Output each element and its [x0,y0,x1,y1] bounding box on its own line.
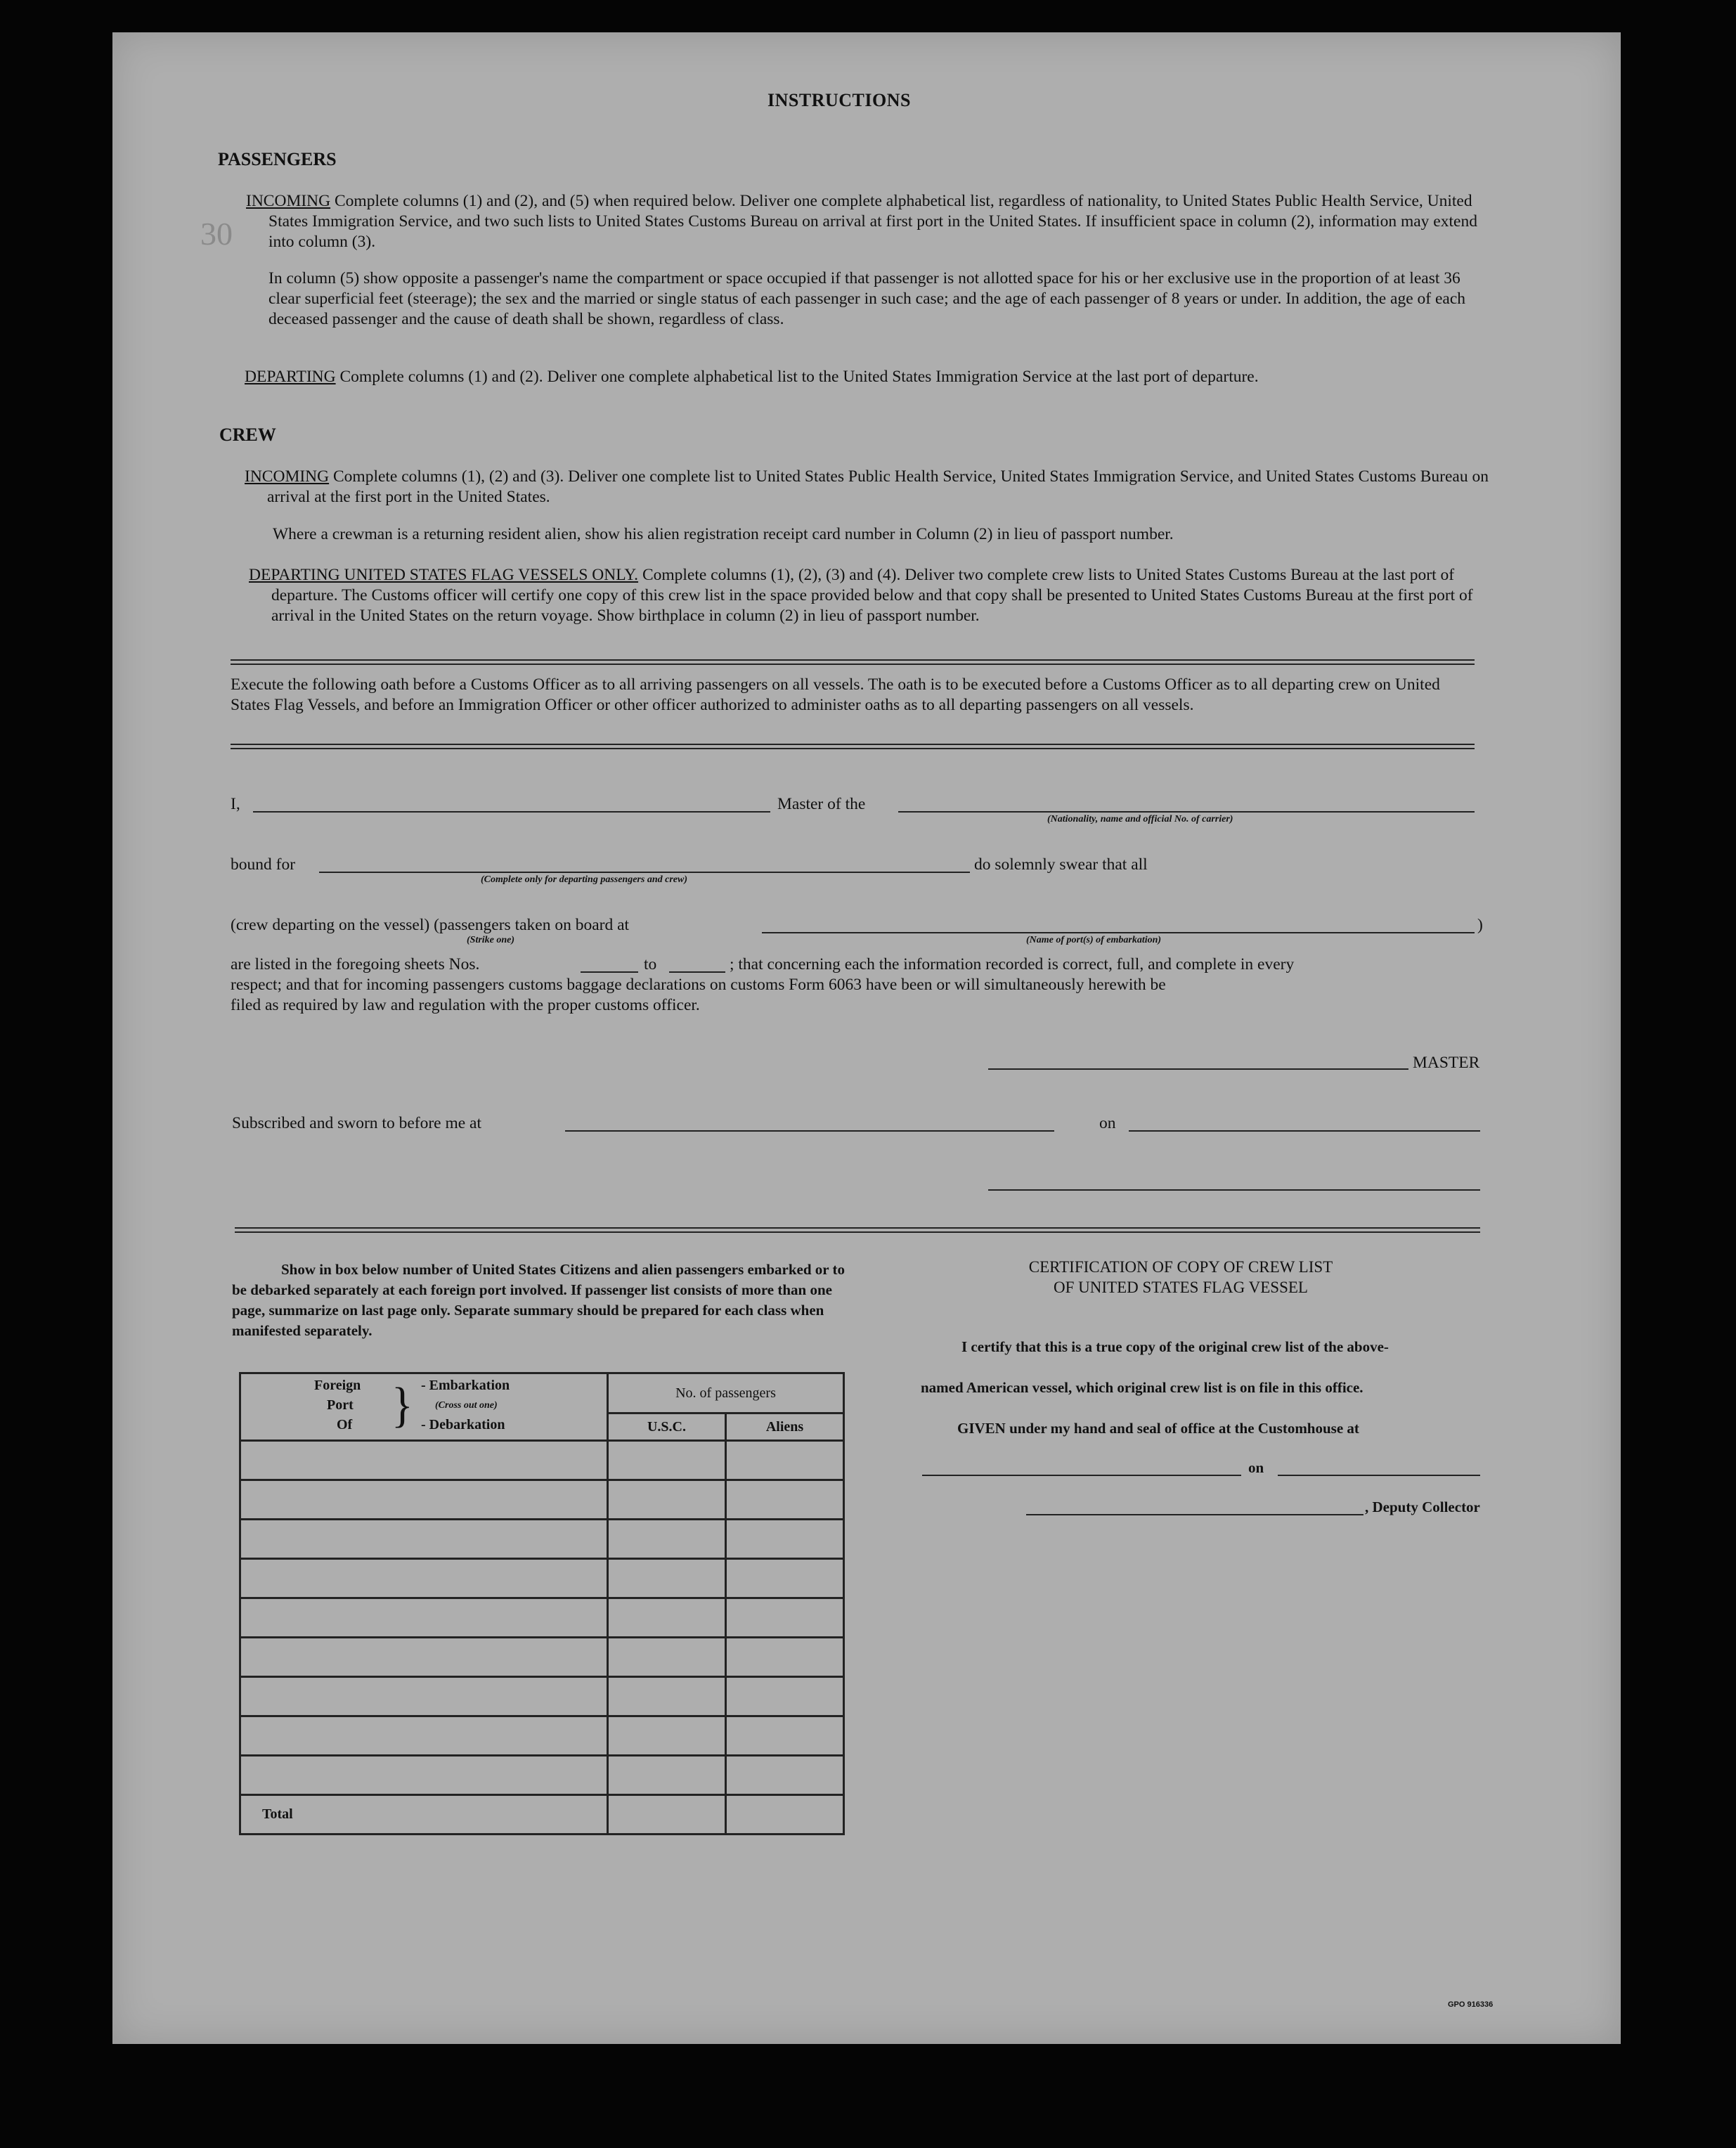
aliens-cell[interactable] [725,1441,843,1480]
table-row [240,1638,844,1677]
passengers-departing-paragraph [245,367,1495,387]
master-of-the-label: Master of the [777,795,866,813]
sworn-location-field[interactable] [565,1130,1054,1132]
table-row [240,1520,844,1559]
sworn-on-label: on [1099,1114,1116,1132]
cross-out-caption: (Cross out one) [435,1399,498,1411]
foreign-label: Foreign [314,1377,361,1393]
passengers-incoming-label: INCOMING [246,192,331,210]
usc-cell[interactable] [607,1638,725,1677]
crew-departing-text: Complete columns (1), (2), (3) and (4). Deliver two complete crew lists to United States Customs Bureau at the last port of departure. The Customs officer will certify one copy of this crew list in the space provided below and that copy shall be presented to United States Customs Bureau at the first port of arrival in the United States on the return voyage. Show birthplace in column (2) in lieu of passport number. [271,566,1473,625]
solemnly-swear-text: do solemnly swear that all [974,855,1148,874]
usc-cell[interactable] [607,1441,725,1480]
total-label: Total [240,1795,608,1835]
no-passengers-header: No. of passengers [607,1373,843,1413]
certification-line3: GIVEN under my hand and seal of office at the Customhouse at [957,1420,1359,1437]
port-cell[interactable] [240,1756,608,1795]
port-cell[interactable] [240,1480,608,1520]
form-page [112,32,1621,2044]
brace-icon: } [391,1376,413,1432]
complete-only-caption: (Complete only for departing passengers and crew) [481,874,687,885]
section-rule [231,659,1475,665]
port-cell[interactable] [240,1559,608,1598]
summary-intro: Show in box below number of United States Citizens and alien passengers embarked or to be debarked separately at each foreign port involved. If passenger list consists of more than one page, summarize on last page only. Separate summary should be prepared for each class when manifested separately. [232,1261,845,1339]
port-cell[interactable] [240,1441,608,1480]
passengers-column5-paragraph: In column (5) show opposite a passenger's name the compartment or space occupied if that passenger is not allotted space for his or her exclusive use in the proportion of at least 36 clear superficial feet (steerage); the sex and the married or single status of each passenger in such case; and the age of each passenger of 8 years or under. In addition, the age of each deceased passenger and the cause of death shall be shown, regardless of class. [268,269,1466,328]
passengers-heading: PASSENGERS [218,149,337,169]
sheet-from-field[interactable] [581,971,638,973]
officer-signature-field[interactable] [988,1189,1480,1191]
master-name-field[interactable] [253,811,770,813]
listed-rest: ; that concerning each the information recorded is correct, full, and complete in every [730,955,1295,973]
aliens-total-cell[interactable] [725,1795,843,1835]
carrier-field[interactable] [898,811,1475,813]
ports-caption: (Name of port(s) of embarkation) [1026,935,1162,945]
close-paren: ) [1477,916,1483,934]
aliens-cell[interactable] [725,1716,843,1756]
listed-line3: filed as required by law and regulation with the proper customs officer. [231,996,700,1014]
sworn-date-field[interactable] [1129,1130,1480,1132]
listed-line2: respect; and that for incoming passengers customs baggage declarations on customs Form 6063 have been or will simultaneously herewith be [231,976,1166,994]
table-row [240,1716,844,1756]
aliens-header: Aliens [725,1413,843,1441]
page-title: INSTRUCTIONS [767,90,911,110]
port-cell[interactable] [240,1677,608,1716]
aliens-cell[interactable] [725,1677,843,1716]
sheet-to-field[interactable] [669,971,725,973]
usc-cell[interactable] [607,1598,725,1638]
crew-departing-paragraph [249,565,1495,626]
subscribed-label: Subscribed and sworn to before me at [232,1114,482,1132]
certification-date-field[interactable] [1278,1475,1480,1476]
section-rule [235,1227,1480,1233]
deputy-collector-label: , Deputy Collector [1365,1499,1480,1515]
certification-title-line2: OF UNITED STATES FLAG VESSEL [1054,1279,1308,1296]
passengers-incoming-text: Complete columns (1) and (2), and (5) when required below. Deliver one complete alphabetical list, regardless of nationality, to United States Public Health Service, United States Immigration Service, and two such lists to United States Customs Bureau on arrival at first port in the United States. If insufficient space in column (2), information may extend into column (3). [268,192,1477,251]
gpo-code: GPO 916336 [1448,2000,1494,2009]
usc-cell[interactable] [607,1716,725,1756]
table-row [240,1598,844,1638]
crew-incoming-paragraph [245,467,1495,507]
debarkation-label: - Debarkation [421,1416,505,1432]
master-label: MASTER [1413,1054,1480,1072]
crew-incoming-text: Complete columns (1), (2) and (3). Deliver one complete list to United States Public Health Service, United States Immigration Service, and United States Customs Bureau on arrival at the first port in the United States. [267,467,1489,506]
to-label: to [644,955,657,973]
port-cell[interactable] [240,1716,608,1756]
usc-header: U.S.C. [607,1413,725,1441]
bound-for-field[interactable] [319,872,970,873]
aliens-cell[interactable] [725,1480,843,1520]
crew-incoming-label: INCOMING [245,467,330,486]
certification-line1: I certify that this is a true copy of the original crew list of the above- [961,1338,1389,1355]
bound-for-label: bound for [231,855,296,874]
port-cell[interactable] [240,1520,608,1559]
table-row [240,1559,844,1598]
foreign-port-header [240,1373,608,1441]
certification-on-label: on [1248,1459,1264,1476]
nationality-caption: (Nationality, name and official No. of carrier) [1047,814,1233,824]
certification-title-line1: CERTIFICATION OF COPY OF CREW LIST [1028,1258,1333,1276]
usc-cell[interactable] [607,1480,725,1520]
passengers-departing-text: Complete columns (1) and (2). Deliver one complete alphabetical list to the United States Immigration Service at the last port of departure. [335,368,1259,386]
usc-cell[interactable] [607,1677,725,1716]
table-row [240,1441,844,1480]
passengers-departing-label: DEPARTING [245,368,336,386]
embarkation-port-field[interactable] [762,932,1475,933]
passengers-incoming-paragraph [246,191,1495,252]
crew-departing-label: DEPARTING UNITED STATES FLAG VESSELS ONLY. [249,566,639,584]
master-signature-field[interactable] [988,1068,1408,1070]
strike-one-caption: (Strike one) [467,935,515,945]
aliens-cell[interactable] [725,1559,843,1598]
usc-total-cell[interactable] [607,1795,725,1835]
usc-cell[interactable] [607,1756,725,1795]
port-cell[interactable] [240,1598,608,1638]
listed-start: are listed in the foregoing sheets Nos. [231,955,480,973]
deputy-signature-field[interactable] [1026,1514,1363,1515]
customhouse-field[interactable] [922,1475,1241,1476]
of-label: Of [337,1416,353,1432]
crew-heading: CREW [219,425,276,445]
usc-cell[interactable] [607,1520,725,1559]
aliens-cell[interactable] [725,1520,843,1559]
oath-i-label: I, [231,795,240,813]
port-label: Port [327,1397,354,1413]
section-rule [231,744,1475,749]
table-row [240,1756,844,1795]
port-cell[interactable] [240,1638,608,1677]
usc-cell[interactable] [607,1559,725,1598]
crew-passengers-line: (crew departing on the vessel) (passengers taken on board at [231,916,630,934]
total-row [240,1795,844,1835]
table-row [240,1480,844,1520]
crew-resident-paragraph: Where a crewman is a returning resident alien, show his alien registration receipt card number in Column (2) in lieu of passport number. [273,525,1174,543]
certification-line2: named American vessel, which original crew list is on file in this office. [921,1379,1363,1396]
aliens-cell[interactable] [725,1638,843,1677]
faint-bleed-number: 30 [200,216,233,252]
embarkation-label: - Embarkation [421,1377,510,1393]
aliens-cell[interactable] [725,1756,843,1795]
port-summary-table [239,1372,845,1835]
table-row [240,1677,844,1716]
oath-intro-paragraph: Execute the following oath before a Customs Officer as to all arriving passengers on all vessels. The oath is to be executed before a Customs Officer as to all departing crew on United States Flag Vessels, and before an Immigration Officer or other officer authorized to administer oaths as to all departing passengers on all vessels. [231,675,1440,714]
aliens-cell[interactable] [725,1598,843,1638]
